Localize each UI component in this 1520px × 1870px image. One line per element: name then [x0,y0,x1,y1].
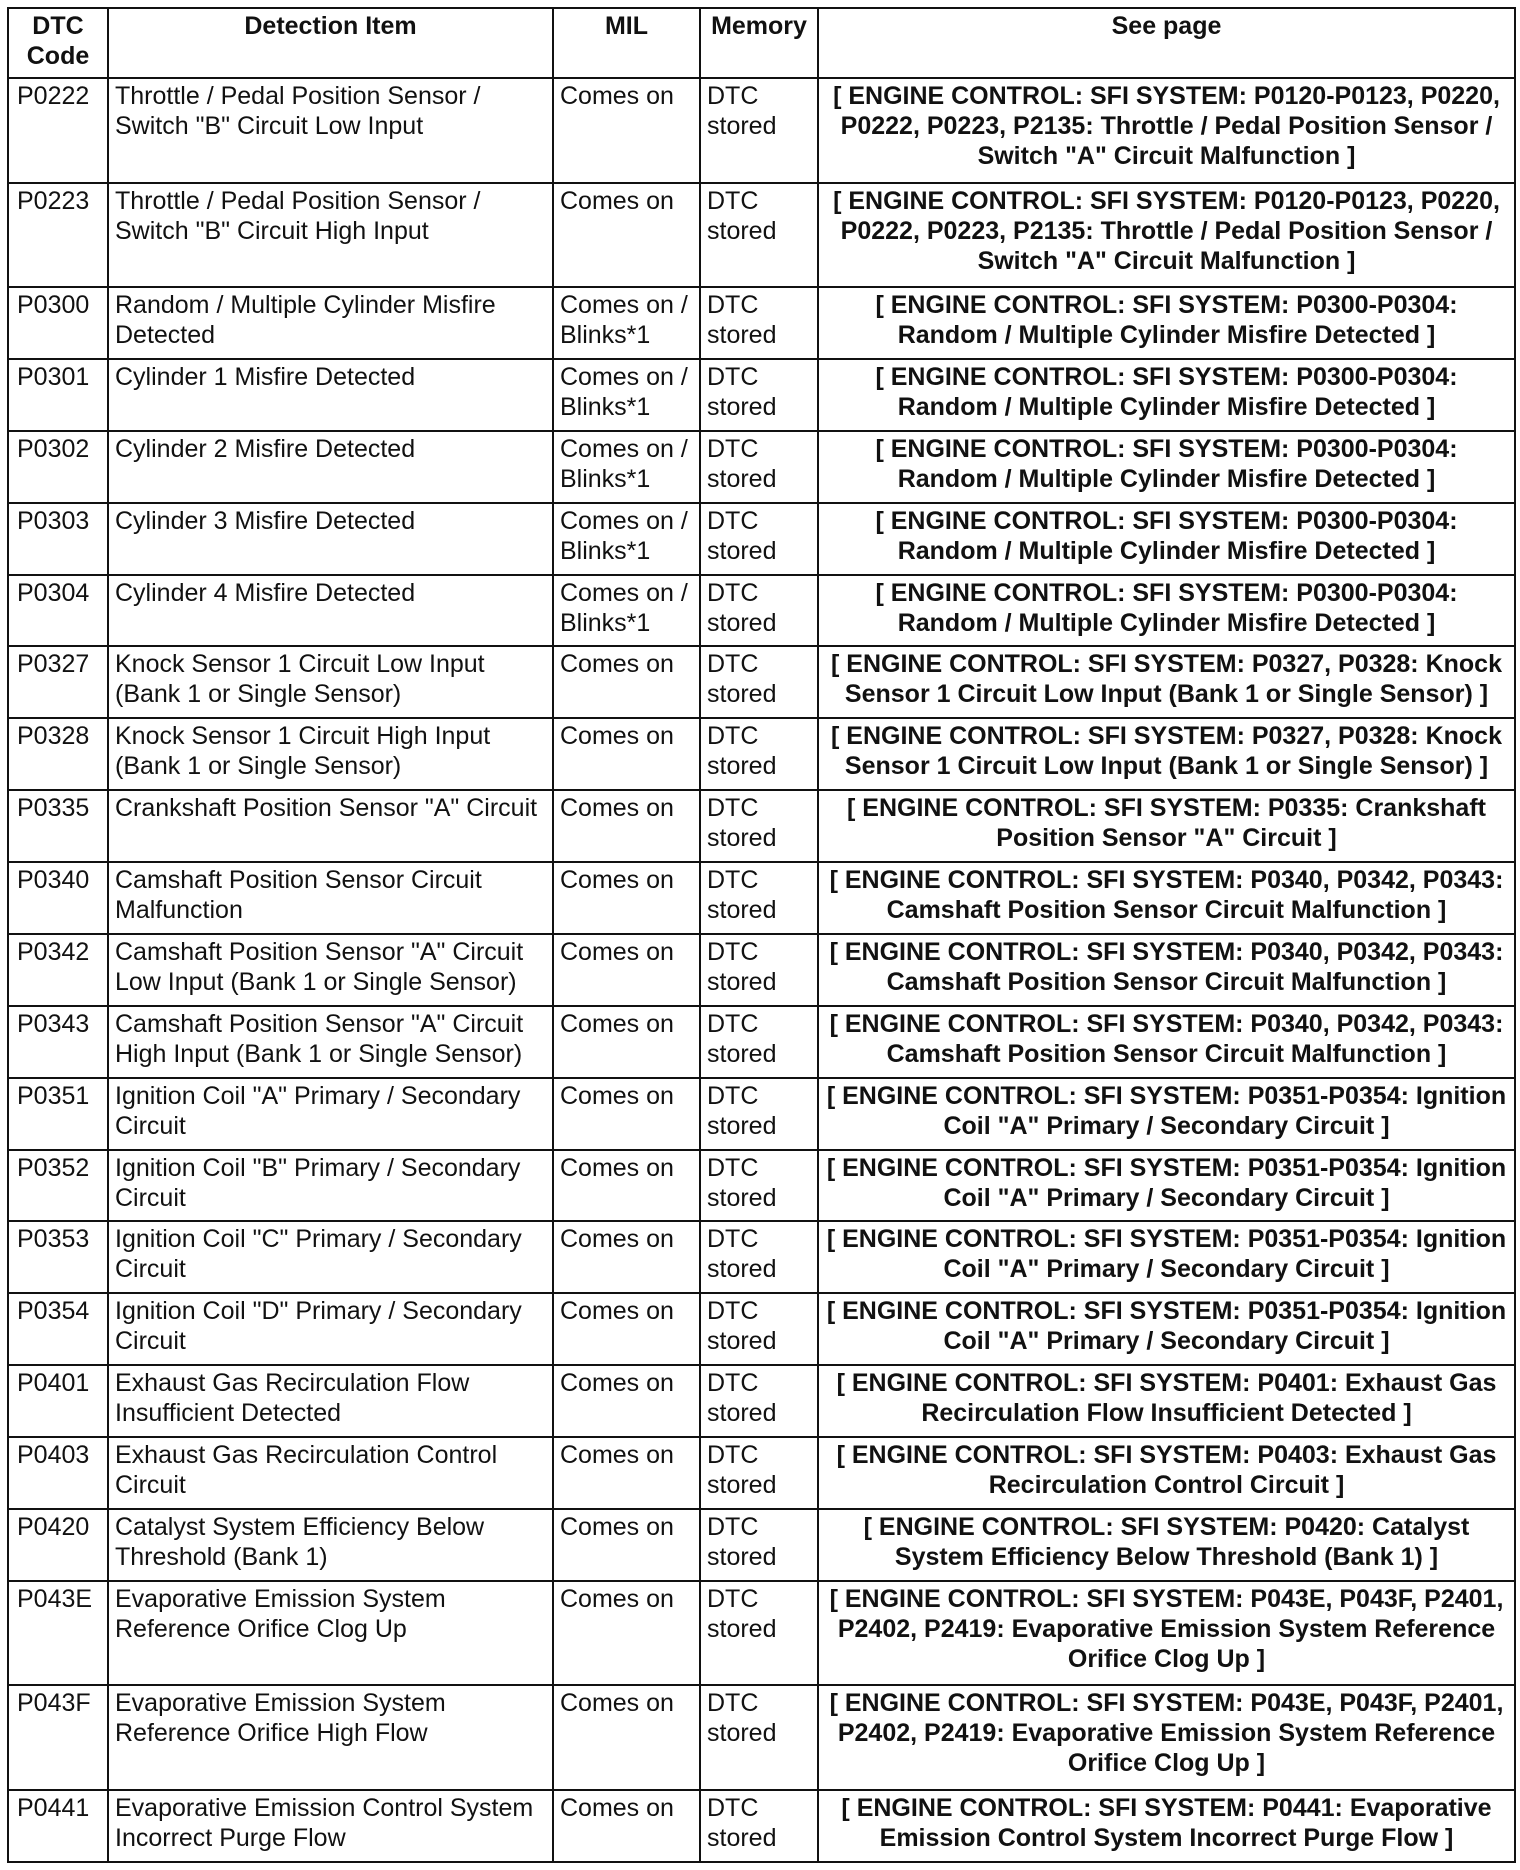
detection-item-cell: Camshaft Position Sensor Circuit Malfunction [108,862,553,934]
mil-cell: Comes on [553,1221,700,1293]
see-page-link[interactable]: [ ENGINE CONTROL: SFI SYSTEM: P0340, P0342, P0343: Camshaft Position Sensor Circuit Malfunction ] [818,934,1515,1006]
mil-cell: Comes on / Blinks*1 [553,575,700,647]
dtc-code-cell: P0301 [8,359,108,431]
see-page-link[interactable]: [ ENGINE CONTROL: SFI SYSTEM: P0327, P0328: Knock Sensor 1 Circuit Low Input (Bank 1 or Single Sensor) ] [818,718,1515,790]
table-row [8,1365,1515,1437]
table-row [8,1790,1515,1862]
table-row [8,1293,1515,1365]
mil-cell: Comes on [553,646,700,718]
mil-cell: Comes on [553,183,700,288]
memory-cell: DTC stored [700,718,818,790]
mil-cell: Comes on [553,790,700,862]
detection-item-cell: Evaporative Emission System Reference Orifice Clog Up [108,1581,553,1686]
detection-item-cell: Random / Multiple Cylinder Misfire Detected [108,287,553,359]
see-page-link[interactable]: [ ENGINE CONTROL: SFI SYSTEM: P043E, P043F, P2401, P2402, P2419: Evaporative Emission System Reference Orifice Clog Up ] [818,1581,1515,1686]
see-page-link[interactable]: [ ENGINE CONTROL: SFI SYSTEM: P0340, P0342, P0343: Camshaft Position Sensor Circuit Malfunction ] [818,1006,1515,1078]
memory-cell: DTC stored [700,1293,818,1365]
see-page-link[interactable]: [ ENGINE CONTROL: SFI SYSTEM: P0335: Crankshaft Position Sensor "A" Circuit ] [818,790,1515,862]
mil-cell: Comes on [553,1437,700,1509]
table-row [8,646,1515,718]
memory-cell: DTC stored [700,934,818,1006]
memory-cell: DTC stored [700,1006,818,1078]
table-row [8,78,1515,183]
table-row [8,718,1515,790]
detection-item-cell: Throttle / Pedal Position Sensor / Switch "B" Circuit Low Input [108,78,553,183]
table-row [8,862,1515,934]
table-row [8,934,1515,1006]
dtc-code-cell: P0223 [8,183,108,288]
mil-cell: Comes on / Blinks*1 [553,503,700,575]
see-page-link[interactable]: [ ENGINE CONTROL: SFI SYSTEM: P0300-P0304: Random / Multiple Cylinder Misfire Detected ] [818,431,1515,503]
memory-cell: DTC stored [700,1365,818,1437]
see-page-link[interactable]: [ ENGINE CONTROL: SFI SYSTEM: P0120-P0123, P0220, P0222, P0223, P2135: Throttle / Pedal Position Sensor / Switch "A" Circuit Malfunction ] [818,183,1515,288]
memory-cell: DTC stored [700,431,818,503]
see-page-link[interactable]: [ ENGINE CONTROL: SFI SYSTEM: P0351-P0354: Ignition Coil "A" Primary / Secondary Circuit ] [818,1293,1515,1365]
detection-item-cell: Throttle / Pedal Position Sensor / Switch "B" Circuit High Input [108,183,553,288]
table-row [8,1006,1515,1078]
see-page-link[interactable]: [ ENGINE CONTROL: SFI SYSTEM: P0401: Exhaust Gas Recirculation Flow Insufficient Detected ] [818,1365,1515,1437]
detection-item-cell: Camshaft Position Sensor "A" Circuit High Input (Bank 1 or Single Sensor) [108,1006,553,1078]
detection-item-cell: Ignition Coil "A" Primary / Secondary Circuit [108,1078,553,1150]
mil-cell: Comes on [553,1581,700,1686]
detection-item-cell: Knock Sensor 1 Circuit High Input (Bank 1 or Single Sensor) [108,718,553,790]
see-page-link[interactable]: [ ENGINE CONTROL: SFI SYSTEM: P0300-P0304: Random / Multiple Cylinder Misfire Detected ] [818,503,1515,575]
mil-cell: Comes on [553,1006,700,1078]
detection-item-cell: Exhaust Gas Recirculation Flow Insufficient Detected [108,1365,553,1437]
see-page-link[interactable]: [ ENGINE CONTROL: SFI SYSTEM: P0327, P0328: Knock Sensor 1 Circuit Low Input (Bank 1 or Single Sensor) ] [818,646,1515,718]
detection-item-cell: Cylinder 2 Misfire Detected [108,431,553,503]
dtc-code-cell: P0304 [8,575,108,647]
dtc-code-cell: P0420 [8,1509,108,1581]
see-page-link[interactable]: [ ENGINE CONTROL: SFI SYSTEM: P0120-P0123, P0220, P0222, P0223, P2135: Throttle / Pedal Position Sensor / Switch "A" Circuit Malfunction ] [818,78,1515,183]
memory-cell: DTC stored [700,1685,818,1790]
see-page-link[interactable]: [ ENGINE CONTROL: SFI SYSTEM: P0420: Catalyst System Efficiency Below Threshold (Bank 1) ] [818,1509,1515,1581]
mil-cell: Comes on / Blinks*1 [553,431,700,503]
memory-cell: DTC stored [700,183,818,288]
dtc-code-cell: P0351 [8,1078,108,1150]
table-row [8,503,1515,575]
memory-cell: DTC stored [700,1790,818,1862]
dtc-code-cell: P0441 [8,1790,108,1862]
mil-cell: Comes on [553,78,700,183]
dtc-code-cell: P0335 [8,790,108,862]
dtc-code-cell: P0327 [8,646,108,718]
detection-item-cell: Cylinder 3 Misfire Detected [108,503,553,575]
detection-item-cell: Ignition Coil "C" Primary / Secondary Circuit [108,1221,553,1293]
memory-cell: DTC stored [700,1078,818,1150]
detection-item-cell: Camshaft Position Sensor "A" Circuit Low Input (Bank 1 or Single Sensor) [108,934,553,1006]
mil-cell: Comes on [553,1365,700,1437]
dtc-table [7,7,1516,1863]
detection-item-cell: Evaporative Emission Control System Incorrect Purge Flow [108,1790,553,1862]
memory-cell: DTC stored [700,1221,818,1293]
see-page-link[interactable]: [ ENGINE CONTROL: SFI SYSTEM: P0300-P0304: Random / Multiple Cylinder Misfire Detected ] [818,359,1515,431]
table-body [8,78,1515,1862]
table-row [8,1150,1515,1222]
table-row [8,431,1515,503]
dtc-code-cell: P0222 [8,78,108,183]
mil-cell: Comes on [553,718,700,790]
dtc-code-cell: P0342 [8,934,108,1006]
see-page-link[interactable]: [ ENGINE CONTROL: SFI SYSTEM: P043E, P043F, P2401, P2402, P2419: Evaporative Emission System Reference Orifice Clog Up ] [818,1685,1515,1790]
mil-cell: Comes on [553,862,700,934]
table-row [8,1509,1515,1581]
see-page-link[interactable]: [ ENGINE CONTROL: SFI SYSTEM: P0403: Exhaust Gas Recirculation Control Circuit ] [818,1437,1515,1509]
table-row [8,1581,1515,1686]
see-page-link[interactable]: [ ENGINE CONTROL: SFI SYSTEM: P0351-P0354: Ignition Coil "A" Primary / Secondary Circuit ] [818,1078,1515,1150]
table-row [8,1221,1515,1293]
header-see-page: See page [818,8,1515,78]
see-page-link[interactable]: [ ENGINE CONTROL: SFI SYSTEM: P0300-P0304: Random / Multiple Cylinder Misfire Detected ] [818,575,1515,647]
header-detection-item: Detection Item [108,8,553,78]
memory-cell: DTC stored [700,790,818,862]
see-page-link[interactable]: [ ENGINE CONTROL: SFI SYSTEM: P0351-P0354: Ignition Coil "A" Primary / Secondary Circuit ] [818,1150,1515,1222]
dtc-code-cell: P0328 [8,718,108,790]
memory-cell: DTC stored [700,359,818,431]
mil-cell: Comes on / Blinks*1 [553,359,700,431]
dtc-code-cell: P0303 [8,503,108,575]
see-page-link[interactable]: [ ENGINE CONTROL: SFI SYSTEM: P0351-P0354: Ignition Coil "A" Primary / Secondary Circuit ] [818,1221,1515,1293]
header-row [8,8,1515,78]
mil-cell: Comes on [553,1509,700,1581]
memory-cell: DTC stored [700,1509,818,1581]
detection-item-cell: Knock Sensor 1 Circuit Low Input (Bank 1 or Single Sensor) [108,646,553,718]
table-header [8,8,1515,78]
mil-cell: Comes on / Blinks*1 [553,287,700,359]
memory-cell: DTC stored [700,78,818,183]
mil-cell: Comes on [553,1790,700,1862]
table-row [8,183,1515,288]
memory-cell: DTC stored [700,1437,818,1509]
mil-cell: Comes on [553,1150,700,1222]
see-page-link[interactable]: [ ENGINE CONTROL: SFI SYSTEM: P0300-P0304: Random / Multiple Cylinder Misfire Detected ] [818,287,1515,359]
table-row [8,575,1515,647]
memory-cell: DTC stored [700,1581,818,1686]
mil-cell: Comes on [553,1293,700,1365]
detection-item-cell: Cylinder 1 Misfire Detected [108,359,553,431]
table-row [8,359,1515,431]
dtc-code-cell: P0302 [8,431,108,503]
table-row [8,1685,1515,1790]
detection-item-cell: Exhaust Gas Recirculation Control Circuit [108,1437,553,1509]
table-row [8,790,1515,862]
dtc-code-cell: P0343 [8,1006,108,1078]
dtc-code-cell: P0340 [8,862,108,934]
memory-cell: DTC stored [700,646,818,718]
detection-item-cell: Catalyst System Efficiency Below Threshold (Bank 1) [108,1509,553,1581]
see-page-link[interactable]: [ ENGINE CONTROL: SFI SYSTEM: P0441: Evaporative Emission Control System Incorrect Purge Flow ] [818,1790,1515,1862]
dtc-code-cell: P043E [8,1581,108,1686]
mil-cell: Comes on [553,1685,700,1790]
memory-cell: DTC stored [700,575,818,647]
header-memory: Memory [700,8,818,78]
detection-item-cell: Evaporative Emission System Reference Orifice High Flow [108,1685,553,1790]
memory-cell: DTC stored [700,862,818,934]
detection-item-cell: Cylinder 4 Misfire Detected [108,575,553,647]
table-row [8,287,1515,359]
dtc-code-cell: P0403 [8,1437,108,1509]
detection-item-cell: Ignition Coil "B" Primary / Secondary Circuit [108,1150,553,1222]
dtc-code-cell: P0353 [8,1221,108,1293]
dtc-code-cell: P043F [8,1685,108,1790]
table-row [8,1078,1515,1150]
detection-item-cell: Crankshaft Position Sensor "A" Circuit [108,790,553,862]
memory-cell: DTC stored [700,287,818,359]
mil-cell: Comes on [553,934,700,1006]
memory-cell: DTC stored [700,503,818,575]
detection-item-cell: Ignition Coil "D" Primary / Secondary Circuit [108,1293,553,1365]
dtc-code-cell: P0352 [8,1150,108,1222]
memory-cell: DTC stored [700,1150,818,1222]
header-mil: MIL [553,8,700,78]
see-page-link[interactable]: [ ENGINE CONTROL: SFI SYSTEM: P0340, P0342, P0343: Camshaft Position Sensor Circuit Malfunction ] [818,862,1515,934]
mil-cell: Comes on [553,1078,700,1150]
dtc-code-cell: P0354 [8,1293,108,1365]
dtc-code-cell: P0300 [8,287,108,359]
dtc-code-cell: P0401 [8,1365,108,1437]
header-dtc-code: DTC Code [8,8,108,78]
table-row [8,1437,1515,1509]
